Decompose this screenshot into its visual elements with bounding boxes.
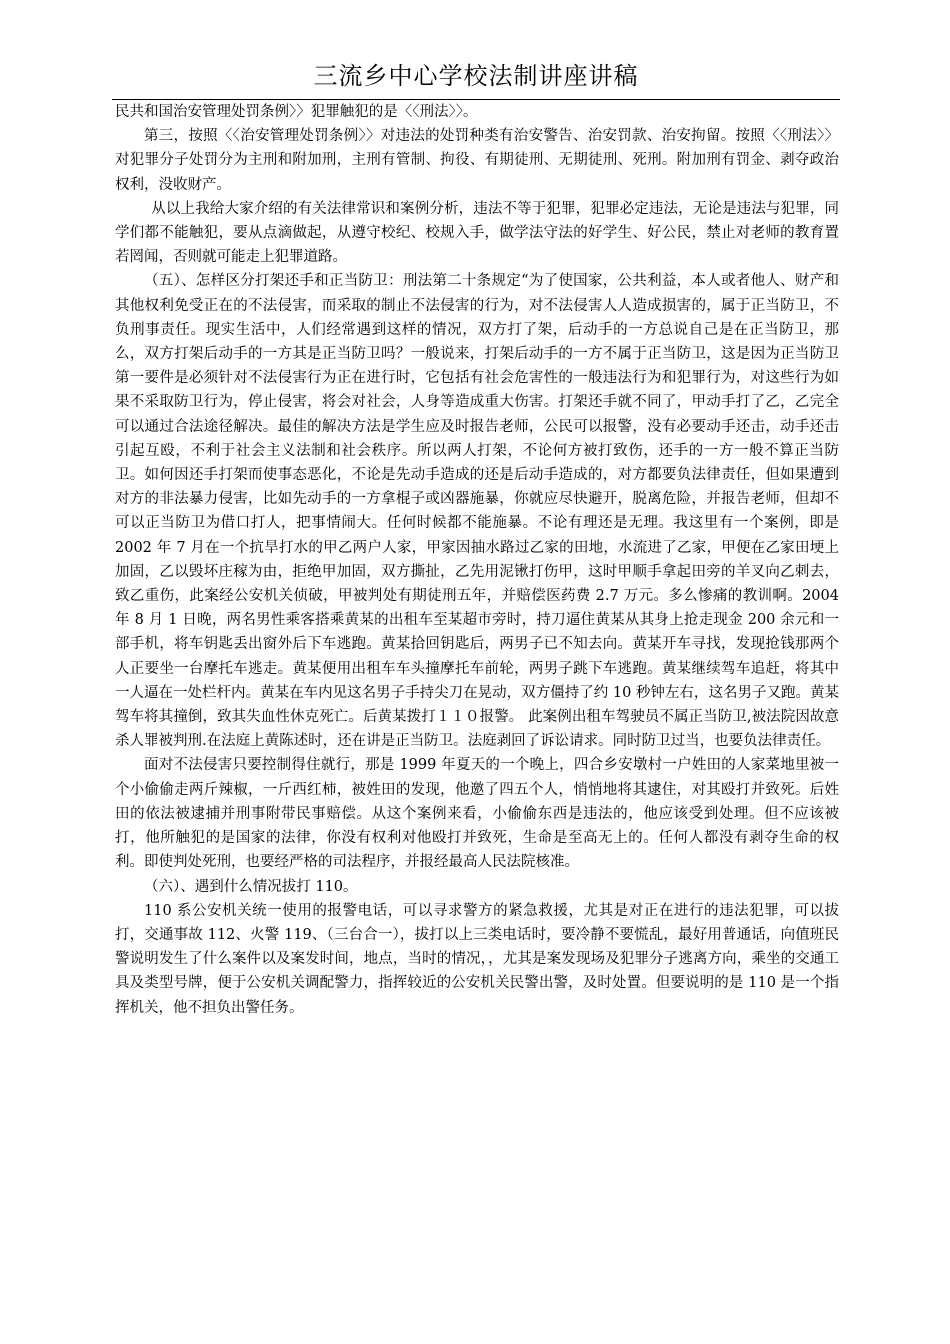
paragraph-theft-case: 面对不法侵害只要控制得住就行，那是 1999 年夏天的一个晚上，四合乡安墩村一户姓田的人家菜地里被一个小偷偷走两斤辣椒，一斤西红柿，被姓田的发现，他邀了四五个人，悄悄地将其逮住，对其殴打并致死。后姓田的依法被逮捕并刑事附带民事赔偿。从这个案例来看，小偷偷东西是违法的，他应该受到处理。但不应该被打，他所触犯的是国家的法律，你没有权利对他殴打并致死，生命是至高无上的。任何人都没有剥夺生命的权利。即使判处死刑，也要经严格的司法程序，并报经最高人民法院核准。 xyxy=(115,757,839,871)
paragraph-continuation: 民共和国治安管理处罚条例〉〉犯罪触犯的是〈〈刑法〉〉。 xyxy=(115,104,478,120)
paragraph-110-usage: 110 系公安机关统一使用的报警电话，可以寻求警方的紧急救援，尤其是对正在进行的违法犯罪，可以拔打，交通事故 112、火警 119、（三台合一），拔打以上三类电话时，要冷静不要慌乱，最好用普通话，向值班民警说明发生了什么案件以及案发时间，地点，当时的情况，，尤其是案发现场及犯罪分子逃离方向，乘坐的交通工具及类型号牌，便于公安机关调配警力，指挥较近的公安机关民警出警，及时处置。但要说明的是 110 是一个指挥机关，他不担负出警任务。 xyxy=(115,902,839,1016)
paragraph-self-defense: （五）、怎样区分打架还手和正当防卫：刑法第二十条规定“为了使国家，公共利益，本人或者他人、财产和其他权利免受正在的不法侵害，而采取的制止不法侵害的行为，对不法侵害人人造成损害的，属于正当防卫，不负刑事责任。现实生活中，人们经常遇到这样的情况，双方打了架，后动手的一方总说自己是在正当防卫，那么，双方打架后动手的一方其是正当防卫吗？一般说来，打架后动手的一方不属于正当防卫，这是因为正当防卫第一要件是必须针对不法侵害行为正在进行时，它包括有社会危害性的一般违法行为和犯罪行为，对这些行为如果不采取防卫行为，停止侵害，将会对社会，人身等造成重大伤害。打架还手就不同了，甲动手打了乙，乙完全可以通过合法途径解决。最佳的解决方法是学生应及时报告老师，公民可以报警，没有必要动手还击，动手还击引起互殴，不利于社会主义法制和社会秩序。所以两人打架，不论何方被打致伤，还手的一方一般不算正当防卫。如何因还手打架而使事态恶化，不论是先动手造成的还是后动手造成的，对方都要负法律责任，但如果遭到对方的非法暴力侵害，比如先动手的一方拿棍子或凶器施暴，你就应尽快避开，脱离危险，并报告老师，但却不可以正当防卫为借口打人，把事情闹大。任何时候都不能施暴。不论有理还是无理。我这里有一个案例，即是 2002 年 7 月在一个抗旱打水的甲乙两户人家，甲家因抽水路过乙家的田地，水流进了乙家，甲便在乙家田埂上加固，乙以毁坏庄稼为由，拒绝甲加固，双方撕扯，乙先用泥锹打伤甲，这时甲顺手拿起田旁的羊叉向乙刺去，致乙重伤，此案经公安机关侦破，甲被判处有期徒刑五年，并赔偿医药费 2.7 万元。多么惨痛的教训啊。2004 年 8 月 1 日晚，两名男性乘客搭乘黄某的出租车至某超市旁时，持刀逼住黄某从其身上抢走现金 200 余元和一部手机，将车钥匙丢出窗外后下车逃跑。黄某拾回钥匙后，两男子已不知去向。黄某开车寻找，发现抢钱那两个人正要坐一台摩托车逃走。黄某便用出租车车头撞摩托车前轮，两男子跳下车逃跑。黄某继续驾车追赶，将其中一人逼在一处栏杆内。黄某在车内见这名男子手持尖刀在晃动，双方僵持了约 10 秒钟左右，这名男子又跑。黄某驾车将其撞倒，致其失血性休克死亡。后黄某拨打１１０报警。 此案例出租车驾驶员不属正当防卫,被法院因故意杀人罪被判刑.在法庭上黄陈述时，还在讲是正当防卫。法庭剥回了诉讼请求。同时防卫过当，也要负法律责任。 xyxy=(115,273,839,750)
document-body xyxy=(115,100,839,1020)
document-title: 三流乡中心学校法制讲座讲稿 xyxy=(313,62,639,90)
section-heading-110: （六）、遇到什么情况拔打 110。 xyxy=(144,878,358,895)
paragraph-summary: 从以上我给大家介绍的有关法律常识和案例分析，违法不等于犯罪，犯罪必定违法，无论是违法与犯罪，同学们都不能触犯，要从点滴做起，从遵守校纪、校规入手，做学法守法的好学生、好公民，禁止对老师的教育置若罔闻，否则就可能走上犯罪道路。 xyxy=(115,200,839,266)
paragraph-penalty-types: 第三，按照〈〈治安管理处罚条例〉〉对违法的处罚种类有治安警告、治安罚款、治安拘留。按照〈〈刑法〉〉对犯罪分子处罚分为主刑和附加刑，主刑有管制、拘役、有期徒刑、无期徒刑、死刑。附加刑有罚金、剥夺政治权利，没收财产。 xyxy=(115,128,839,193)
